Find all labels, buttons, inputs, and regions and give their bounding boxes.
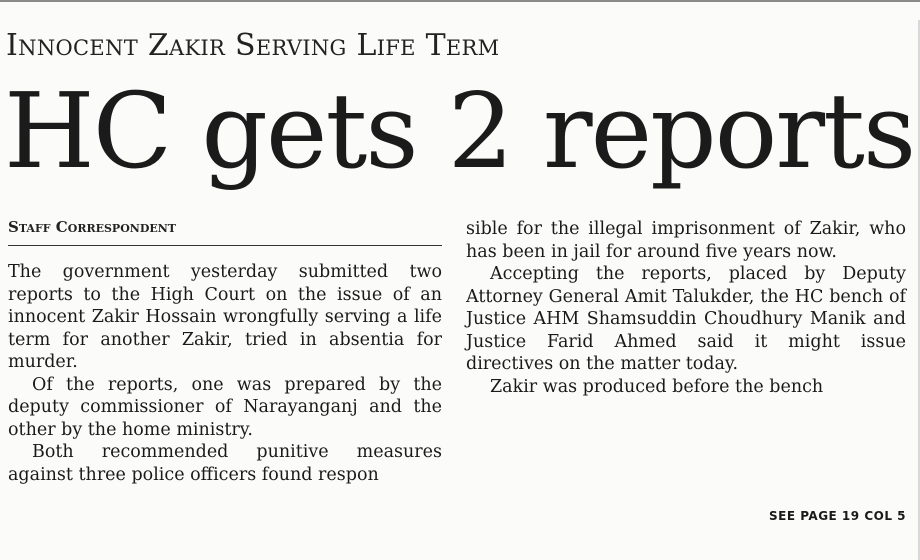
- byline: Staff Correspondent: [8, 218, 176, 236]
- paragraph: Both recommended punitive measures against three police officers found respon: [8, 442, 442, 485]
- top-rule: [0, 0, 920, 2]
- continuation-jump[interactable]: SEE PAGE 19 COL 5: [769, 509, 906, 523]
- kicker-headline: Innocent Zakir Serving Life Term: [6, 28, 500, 63]
- article-column-1: [8, 261, 442, 486]
- paragraph: Accepting the reports, placed by Deputy Attorney General Amit Talukder, the HC bench of Justice AHM Shamsuddin Choudhury Manik and Justice Farid Ahmed said it might issue directives on the matter today.: [466, 264, 906, 374]
- paragraph: Zakir was produced before the bench: [490, 376, 824, 397]
- main-headline: HC gets 2 reports: [4, 70, 915, 192]
- article-column-2: [466, 218, 906, 398]
- paragraph: The government yesterday submitted two reports to the High Court on the issue of an innocent Zakir Hossain wrongfully serving a life term for another Zakir, tried in absentia for murder.: [8, 262, 442, 372]
- paragraph: sible for the illegal imprisonment of Zakir, who has been in jail for around five years now.: [466, 219, 906, 262]
- paragraph: Of the reports, one was prepared by the deputy commissioner of Narayanganj and the other by the home ministry.: [8, 374, 442, 440]
- byline-rule: [8, 245, 442, 246]
